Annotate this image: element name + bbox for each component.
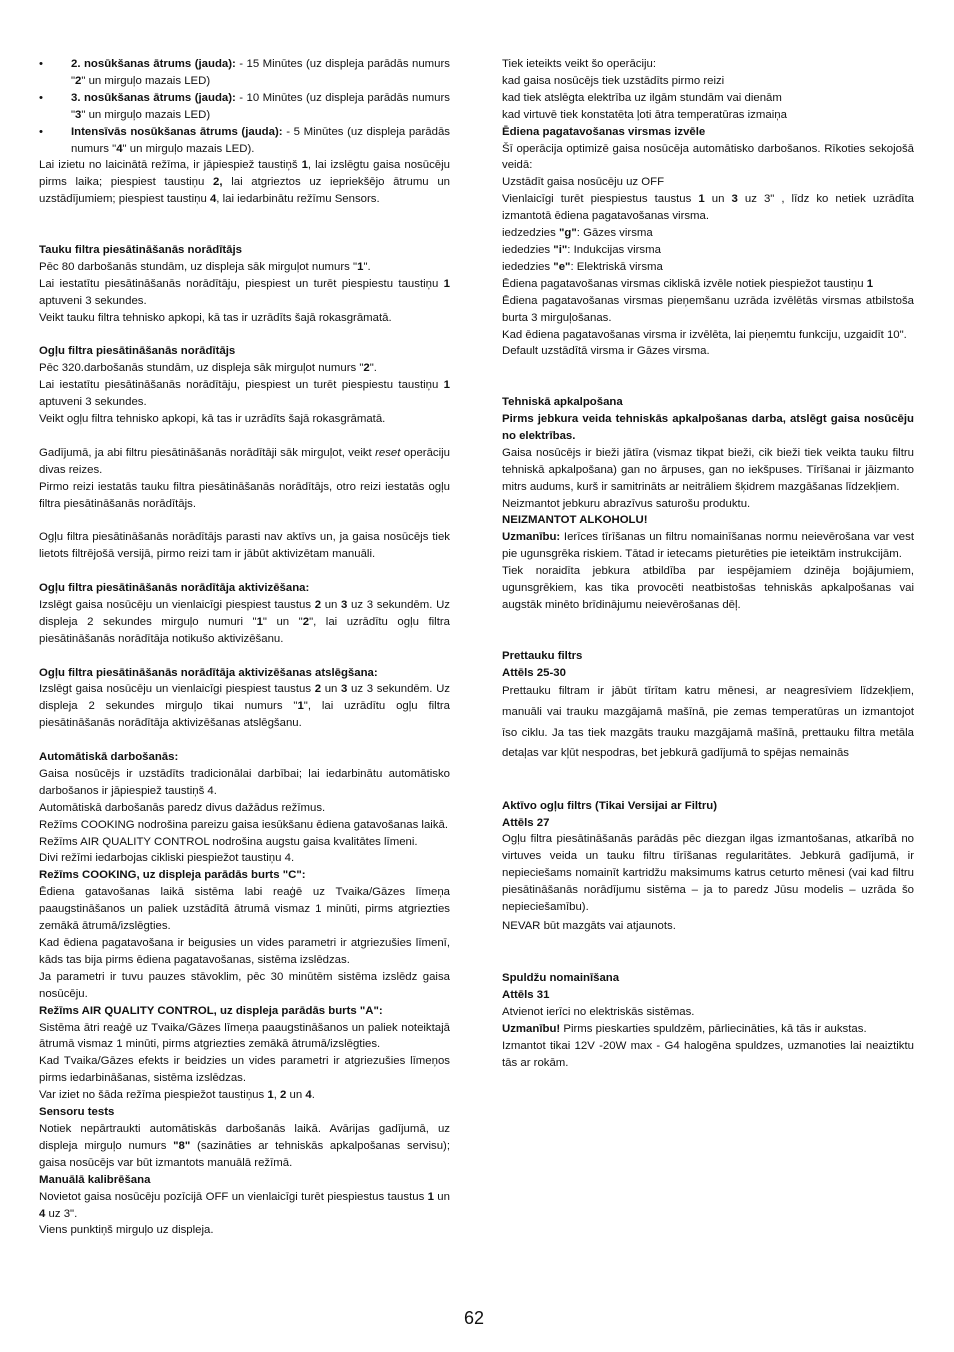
paragraph: Kad ēdiena pagatavošanas virsma ir izvēlēta, lai pieņemtu funkciju, uzgaidīt 10". [502,328,907,341]
page-number: 62 [464,1308,485,1328]
paragraph: Divi režīmi iedarbojas cikliski piespiežot taustiņu 4. [39,852,295,865]
section-heading: Režīms AIR QUALITY CONTROL, uz displeja parādās burts "A": [39,1004,383,1017]
paragraph: Pirmo reizi iestatās tauku filtra piesātināšanās norādītājs, otro reizi iestatās ogļu filtra piesātināšanās norādītājs. [39,480,450,510]
paragraph: Pēc 80 darbošanās stundām, uz displeja sāk mirguļot numurs "1". [39,260,371,273]
paragraph: Automātiskā darbošanās paredz divus dažādus režīmus. [39,801,326,814]
left-column [39,56,450,1239]
speed-list [39,56,450,157]
paragraph: Gadījumā, ja abi filtru piesātināšanās norādītāji sāk mirguļot, veikt reset operāciju divas reizes. [39,446,450,476]
paragraph: Režīms AIR QUALITY CONTROL nodrošina augstu gaisa kvalitātes līmeni. [39,835,418,848]
paragraph: Ogļu filtra piesātināšanās parādās pēc diezgan ilgas izmantošanas, atkarībā no virtuves veida un tauku filtru tīrīšanas regularitātes. Jebkurā gadījumā, ir nepieciešams nomainīt kartridžu maksimums katrus ceturto mēnesi (vai kad filtru piesātināšanās norādījumu sistēma – ja to paredz Jūsu modelis – uzrāda šo nepieciešamību). [502,833,914,914]
paragraph: Veikt tauku filtra tehnisko apkopi, kā tas ir uzrādīts šajā rokasgrāmatā. [39,311,392,324]
section-heading: Ogļu filtra piesātināšanās norādītāja aktivizēšanas atslēgšana: [39,666,378,679]
paragraph: Uzstādīt gaisa nosūcēju uz OFF [502,176,665,189]
paragraph: Novietot gaisa nosūcēju pozīcijā OFF un vienlaicīgi turēt piespiestus taustus 1 un 4 uz 3". [39,1190,450,1220]
bullet-icon: • [39,91,43,104]
paragraph: kad tiek atslēgta elektrība uz ilgām stundām vai dienām [502,91,782,104]
bullet-icon: • [39,125,43,138]
paragraph: Tiek ieteikts veikt šo operāciju: [502,58,657,70]
paragraph: Ēdiena pagatavošanas virsmas cikliskā izvēle notiek piespiežot taustiņu 1 [502,277,874,290]
paragraph: NEVAR būt mazgāts vai atjaunots. [502,919,676,932]
section-heading: Prettauku filtrs [502,649,583,662]
warning-text: Pirms jebkura veida tehniskās apkalpošanas darba, atslēgt gaisa nosūcēju no elektrības. [502,413,914,442]
section-heading: Aktīvo ogļu filtrs (Tikai Versijai ar Filtru) [502,799,717,812]
figure-reference: Attēls 31 [502,989,550,1002]
timer-paragraph: Lai izietu no laicinātā režīma, ir jāpiespiež taustiņš 1, lai izslēgtu gaisa nosūcēju pirms laika; piespiest taustiņu 2, lai atgrieztos uz iepriekšējo ātrumu un uzstādījumiem; piespiest taustiņu 4, lai iedarbinātu režīmu Sensors. [39,159,450,206]
section-heading: Ēdiena pagatavošanas virsmas izvēle [502,125,706,138]
section-heading: Automātiskā darbošanās: [39,751,179,764]
warning-text: NEIZMANTOT ALKOHOLU! [502,514,648,527]
paragraph: Izslēgt gaisa nosūcēju un vienlaicīgi piespiest taustus 2 un 3 uz 3 sekundēm. Uz displeja 2 sekundes mirguļo tikai numurs "1", lai uzrādītu ogļu filtra piesātināšanās norādītāja aktivizēšanas atslēgšanu. [39,683,450,730]
paragraph: Veikt ogļu filtra tehnisko apkopi, kā tas ir uzrādīts šajā rokasgrāmatā. [39,412,386,425]
paragraph: Atvienot ierīci no elektriskās sistēmas. [502,1006,695,1019]
paragraph: Sistēma ātri reaģē uz Tvaika/Gāzes līmeņa paaugstināšanos un paliek noteiktajā ātrumā vismaz 1 minūti, pirms atgriezties zemākā ātrumā/izslēgties. [39,1021,450,1051]
section-heading: Spuldžu nomainīšana [502,972,620,985]
paragraph: kad virtuvē tiek konstatēta ļoti ātra temperatūras izmaiņa [502,108,787,121]
paragraph: Lai iestatītu piesātināšanās norādītāju, piespiest un turēt piespiestu taustiņu 1 aptuveni 3 sekundes. [39,277,450,307]
section-heading: Ogļu filtra piesātināšanās norādītāja aktivizēšana: [39,582,310,594]
hob-option: iededzies "i": Indukcijas virsma [502,243,661,256]
list-item: • Intensīvās nosūkšanas ātrums (jauda): - 5 Minūtes (uz displeja parādās numurs "4" un mirguļo mazais LED). [39,125,450,155]
hob-option: iedzedzies "g": Gāzes virsma [502,227,653,240]
paragraph: Prettauku filtram ir jābūt tīrītam katru mēnesi, ar neagresīviem līdzekļiem, manuāli vai trauku mazgājamā mašīnā, pie zemas temperatūras un izmantojot īso ciklu. Ja tas tiek mazgāts trauku mazgājamā mašīnā, prettauku filtra metāla detaļas var kļūt nespodras, bet jebkurā gadījumā to spējas nemainās [502,685,914,760]
right-column [502,56,914,1072]
paragraph: Ēdiena gatavošanas laikā sistēma labi reaģē uz Tvaika/Gāzes līmeņa paaugstināšanos un paliek uzstādītā ātrumā vismaz 1 minūti, pirms atgriezties zemākā ātrumā/izslēgties. [39,886,450,933]
paragraph: Ja parametri ir tuvu pauzes stāvoklim, pēc 30 minūtēm sistēma izslēdz gaisa nosūcēju. [39,970,450,1000]
paragraph: Neizmantot jebkuru abrazīvus saturošu produktu. [502,497,751,510]
paragraph: Uzmanību: Ierīces tīrīšanas un filtru nomainīšanas normu neievērošana var vest pie ugunsgrēka riskiem. Tātad ir ietecams pieturēties pie ieteiktām instrukcijām. [502,531,914,561]
section-heading: Tauku filtra piesātināšanās norādītājs [39,243,242,256]
list-item: • 3. nosūkšanas ātrums (jauda): - 10 Minūtes (uz displeja parādās numurs "3" un mirguļo mazais LED) [39,91,450,121]
section-heading: Manuālā kalibrēšana [39,1173,151,1186]
paragraph: Lai iestatītu piesātināšanās norādītāju, piespiest un turēt piespiestu taustiņu 1 aptuveni 3 sekundes. [39,379,450,409]
paragraph: Default uzstādītā virsma ir Gāzes virsma. [502,345,710,358]
paragraph: Uzmanību! Pirms pieskarties spuldzēm, pārliecināties, kā tās ir aukstas. [502,1023,867,1036]
paragraph: kad gaisa nosūcējs tiek uzstādīts pirmo reizi [502,74,725,87]
section-heading: Režīms COOKING, uz displeja parādās burts "C": [39,869,306,882]
paragraph: Gaisa nosūcējs ir bieži jātīra (vismaz tikpat bieži, cik bieži tiek veikta tauku filtru tehniskā apkalpošana) gan no ārpuses, gan no iekšpuses. Tīrīšanai ir jāizmanto mitrs audums, kurš ir samitrināts ar neitrāliem šķidrem mazgāšanas līdzekļiem. [502,446,914,493]
section-heading: Ogļu filtra piesātināšanās norādītājs [39,345,236,358]
section-heading: Tehniskā apkalpošana [502,396,623,409]
hob-option: iededzies "e": Elektriskā virsma [502,260,663,273]
list-item: • 2. nosūkšanas ātrums (jauda): - 15 Minūtes (uz displeja parādās numurs "2" un mirguļo mazais LED) [39,58,450,87]
figure-reference: Attēls 25-30 [502,666,566,679]
figure-reference: Attēls 27 [502,816,550,829]
paragraph: Šī operācija optimizē gaisa nosūcēja automātisko darbošanos. Rīkoties sekojošā veidā: [502,142,914,172]
section-heading: Sensoru tests [39,1106,115,1119]
paragraph: Var iziet no šāda režīma piespiežot taustiņus 1, 2 un 4. [39,1089,315,1102]
paragraph: Viens punktiņš mirguļo uz displeja. [39,1224,214,1237]
paragraph: Vienlaicīgi turēt piespiestus taustus 1 un 3 uz 3" , līdz ko netiek uzrādīta izmantotā ēdiena pagatavošanas virsma. [502,193,914,223]
paragraph: Izmantot tikai 12V -20W max - G4 halogēna spuldzes, uzmanoties lai neaiztiktu tās ar rokām. [502,1039,914,1069]
paragraph: Kad Tvaika/Gāzes efekts ir beidzies un vides parametri ir atgriezušies līmeņos pirms iedarbināšanas, sistēma izslēdzas. [39,1055,450,1085]
paragraph: Izslēgt gaisa nosūcēju un vienlaicīgi piespiest taustus 2 un 3 uz 3 sekundēm. Uz displeja 2 sekundes mirguļo numuri "1" un "2", lai uzrādītu ogļu filtra piesātināšanās norādītāja notikušo aktivizēšanu. [39,598,450,645]
paragraph: Ogļu filtra piesātināšanās norādītājs parasti nav aktīvs un, ja gaisa nosūcējs tiek lietots filtrējošā versijā, pirmo reizi tam ir jābūt aktivizētam manuāli. [39,531,450,561]
paragraph: Režīms COOKING nodrošina pareizu gaisa iesūkšanu ēdiena gatavošanas laikā. [39,818,449,831]
paragraph: Notiek nepārtraukti automātiskās darbošanās laikā. Avārijas gadījumā, uz displeja mirguļo numurs "8" (sazināties ar tehniskās apkalpošanas servisu); gaisa nosūcējs var būt izmantots manuālā režīmā. [39,1122,450,1169]
paragraph: Ēdiena pagatavošanas virsmas pieņemšanu uzrāda izvēlētās virsmas atbilstoša burta 3 mirguļošanas. [502,294,914,324]
paragraph: Kad ēdiena pagatavošana ir beigusies un vides parametri ir atgriezušies līmenī, kāds tas bija pirms ēdiena pagatavošanas, sistēma izslēdzas. [39,937,450,966]
paragraph: Gaisa nosūcējs ir uzstādīts tradicionālai darbībai; lai iedarbinātu automātisko darbošanos ir jāpiespiež taustiņš 4. [39,767,450,797]
paragraph: Pēc 320.darbošanās stundām, uz displeja sāk mirguļot numurs "2". [39,362,377,375]
bullet-icon: • [39,58,43,70]
paragraph: Tiek noraidīta jebkura atbildība par iespējamiem dzinēja bojājumiem, ugunsgrēkiem, kas tika provocēti neatbistošas tehniskās apkalpošanas vai augstāk minēto brīdinājumu neievērošanas dēļ. [502,565,914,611]
